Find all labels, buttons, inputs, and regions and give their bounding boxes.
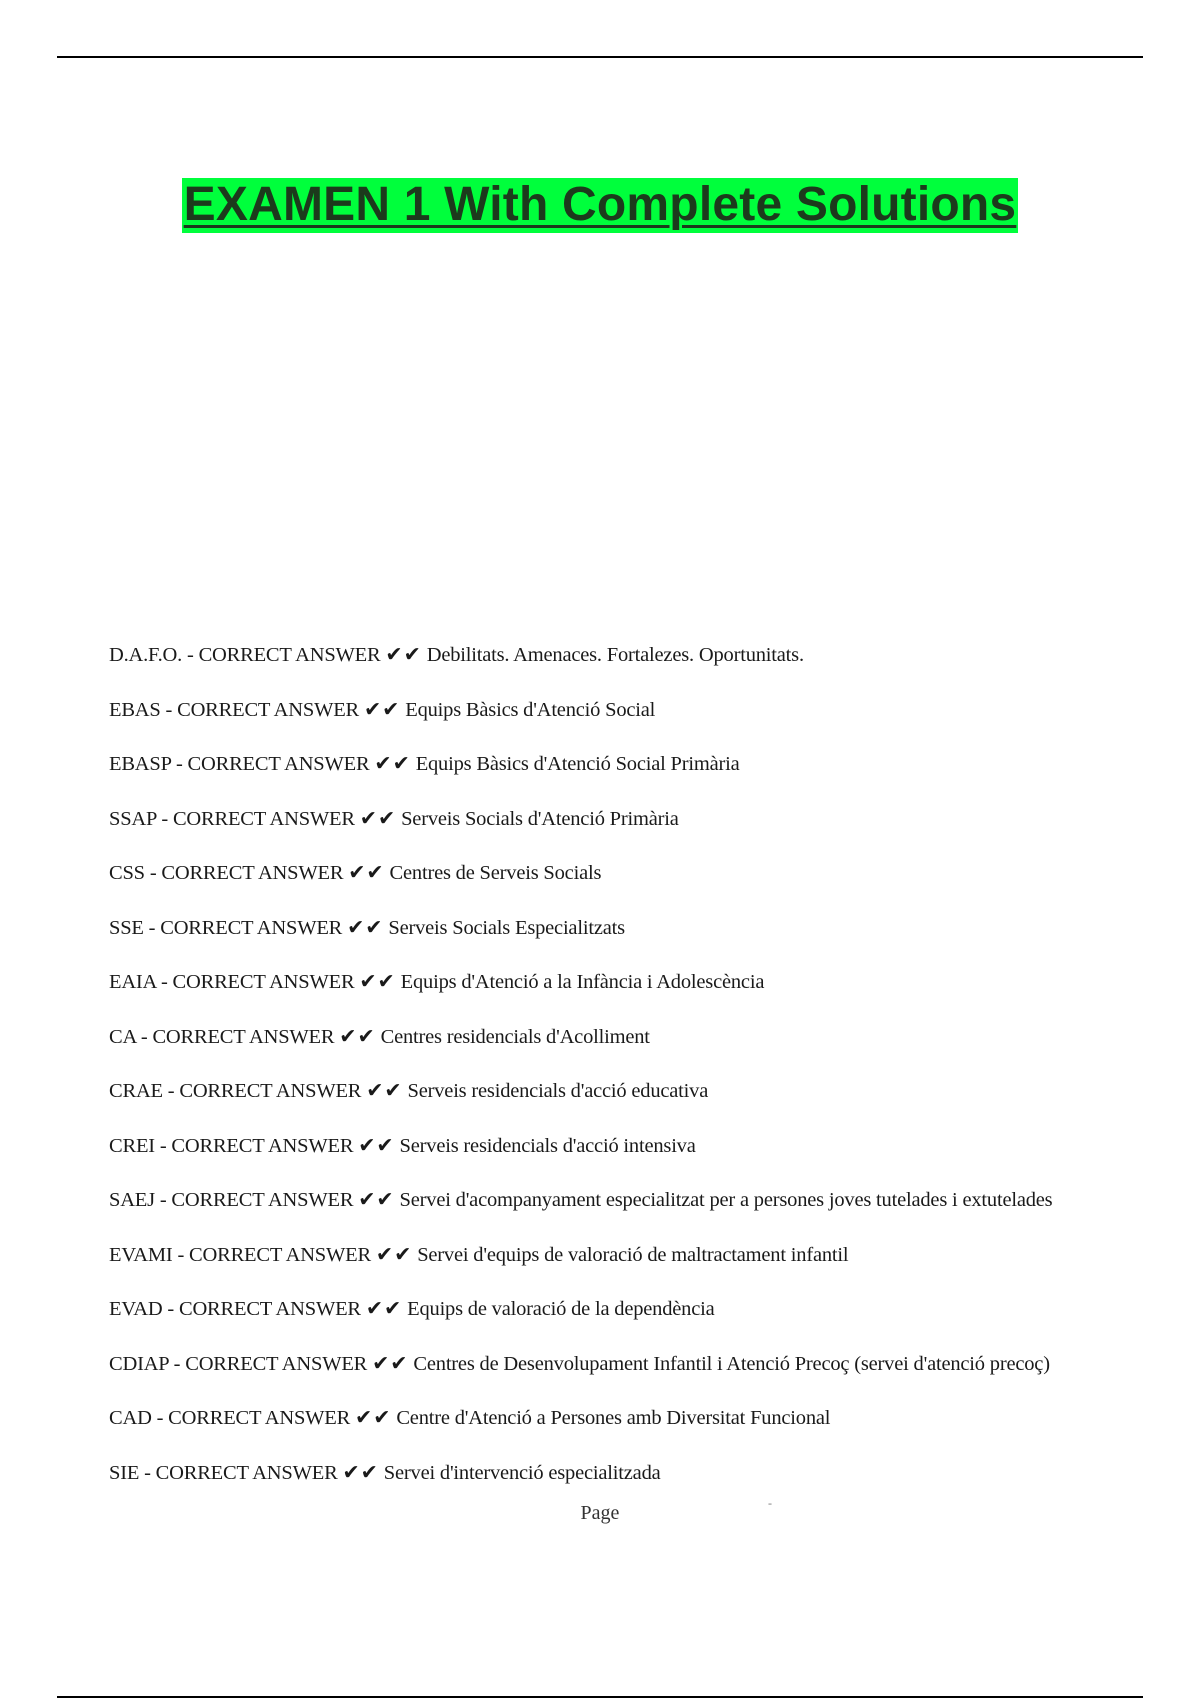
qa-separator: -: [171, 753, 188, 775]
check-mark-icon: ✔✔: [365, 1298, 403, 1320]
correct-answer-label: CORRECT ANSWER: [152, 1025, 335, 1048]
qa-item: [109, 1132, 1159, 1187]
check-mark-icon: ✔✔: [358, 1134, 395, 1157]
qa-answer: Serveis residencials d'acció intensiva: [399, 1134, 696, 1157]
correct-answer-label: CORRECT ANSWER: [178, 1298, 361, 1320]
check-mark-icon: ✔✔: [359, 971, 396, 993]
correct-answer-label: CORRECT ANSWER: [168, 1407, 351, 1429]
correct-answer-label: CORRECT ANSWER: [161, 862, 344, 884]
qa-item: [109, 859, 1159, 914]
qa-answer: Centres de Serveis Socials: [389, 862, 602, 884]
qa-list: [109, 641, 1159, 1513]
qa-separator: -: [156, 971, 173, 993]
check-mark-icon: ✔✔: [347, 916, 384, 939]
qa-term: EVAD: [109, 1298, 163, 1320]
qa-item: [109, 641, 1159, 696]
qa-separator: -: [156, 807, 173, 830]
page-mark: -: [768, 1496, 772, 1510]
qa-separator: -: [154, 1134, 172, 1157]
qa-term: CSS: [109, 862, 145, 884]
qa-separator: -: [151, 1407, 169, 1429]
qa-answer: Debilitats. Amenaces. Fortalezes. Oportunitats.: [426, 644, 804, 666]
qa-term: D.A.F.O.: [109, 644, 183, 666]
qa-term: CREI: [109, 1134, 155, 1157]
qa-item: [109, 1295, 1159, 1350]
qa-term: CAD: [109, 1407, 152, 1429]
qa-separator: -: [162, 1298, 179, 1320]
correct-answer-label: CORRECT ANSWER: [160, 916, 343, 939]
qa-term: EBAS: [109, 698, 161, 721]
qa-item: [109, 1404, 1159, 1459]
qa-item: [109, 1077, 1159, 1132]
qa-item: [109, 750, 1159, 805]
qa-answer: Centres de Desenvolupament Infantil i Atenció Precoç (servei d'atenció precoç): [413, 1352, 1050, 1375]
qa-separator: -: [144, 862, 162, 884]
qa-answer: Servei d'acompanyament especialitzat per a persones joves tutelades i extutelades: [399, 1189, 1053, 1211]
qa-separator: -: [168, 1352, 186, 1375]
qa-answer: Centre d'Atenció a Persones amb Diversitat Funcional: [396, 1407, 831, 1429]
check-mark-icon: ✔✔: [342, 1461, 379, 1484]
qa-term: CA: [109, 1025, 136, 1048]
qa-answer: Equips Bàsics d'Atenció Social Primària: [415, 753, 740, 775]
qa-term: CDIAP: [109, 1352, 169, 1375]
qa-term: EAIA: [109, 971, 157, 993]
check-mark-icon: ✔✔: [363, 698, 401, 721]
correct-answer-label: CORRECT ANSWER: [177, 698, 360, 721]
qa-answer: Equips Bàsics d'Atenció Social: [405, 698, 656, 721]
qa-term: SIE: [109, 1461, 140, 1484]
check-mark-icon: ✔✔: [339, 1025, 376, 1048]
qa-term: EBASP: [109, 753, 172, 775]
check-mark-icon: ✔✔: [372, 1352, 409, 1375]
qa-answer: Serveis residencials d'acció educativa: [407, 1080, 709, 1102]
check-mark-icon: ✔✔: [359, 807, 397, 830]
correct-answer-label: CORRECT ANSWER: [198, 644, 381, 666]
check-mark-icon: ✔✔: [366, 1080, 403, 1102]
qa-separator: -: [139, 1461, 156, 1484]
qa-separator: -: [160, 698, 178, 721]
qa-separator: -: [135, 1025, 153, 1048]
qa-term: EVAMI: [109, 1243, 173, 1266]
qa-item: [109, 1241, 1159, 1296]
qa-separator: -: [162, 1080, 180, 1102]
qa-item: [109, 1350, 1159, 1405]
top-rule: [57, 56, 1143, 58]
qa-separator: -: [182, 644, 199, 666]
correct-answer-label: CORRECT ANSWER: [179, 1080, 362, 1102]
correct-answer-label: CORRECT ANSWER: [185, 1352, 368, 1375]
qa-term: SAEJ: [109, 1189, 155, 1211]
qa-answer: Serveis Socials Especialitzats: [388, 916, 625, 939]
qa-item: [109, 696, 1159, 751]
check-mark-icon: ✔✔: [374, 753, 411, 775]
correct-answer-label: CORRECT ANSWER: [155, 1461, 338, 1484]
qa-item: [109, 968, 1159, 1023]
qa-term: SSE: [109, 916, 144, 939]
correct-answer-label: CORRECT ANSWER: [189, 1243, 371, 1266]
qa-separator: -: [154, 1189, 172, 1211]
qa-separator: -: [172, 1243, 190, 1266]
qa-item: [109, 805, 1159, 860]
check-mark-icon: ✔✔: [348, 862, 385, 884]
correct-answer-label: CORRECT ANSWER: [172, 807, 355, 830]
qa-answer: Centres residencials d'Acolliment: [380, 1025, 650, 1048]
correct-answer-label: CORRECT ANSWER: [187, 753, 370, 775]
qa-item: [109, 1023, 1159, 1078]
qa-answer: Servei d'equips de valoració de maltractament infantil: [417, 1243, 849, 1266]
check-mark-icon: ✔✔: [375, 1243, 413, 1266]
check-mark-icon: ✔✔: [355, 1407, 392, 1429]
correct-answer-label: CORRECT ANSWER: [171, 1134, 354, 1157]
title-container: [0, 178, 1200, 233]
check-mark-icon: ✔✔: [385, 644, 422, 666]
qa-item: [109, 1186, 1159, 1241]
check-mark-icon: ✔✔: [358, 1189, 395, 1211]
qa-term: SSAP: [109, 807, 157, 830]
qa-separator: -: [143, 916, 161, 939]
bottom-rule: [57, 1696, 1143, 1698]
correct-answer-label: CORRECT ANSWER: [172, 971, 355, 993]
qa-term: CRAE: [109, 1080, 163, 1102]
correct-answer-label: CORRECT ANSWER: [171, 1189, 354, 1211]
qa-answer: Servei d'intervenció especialitzada: [383, 1461, 661, 1484]
qa-item: [109, 914, 1159, 969]
page-label: Page: [580, 1502, 620, 1524]
document-title: EXAMEN 1 With Complete Solutions: [183, 178, 1017, 231]
qa-answer: Equips de valoració de la dependència: [407, 1298, 715, 1320]
qa-answer: Serveis Socials d'Atenció Primària: [401, 807, 679, 830]
qa-answer: Equips d'Atenció a la Infància i Adolescència: [400, 971, 765, 993]
